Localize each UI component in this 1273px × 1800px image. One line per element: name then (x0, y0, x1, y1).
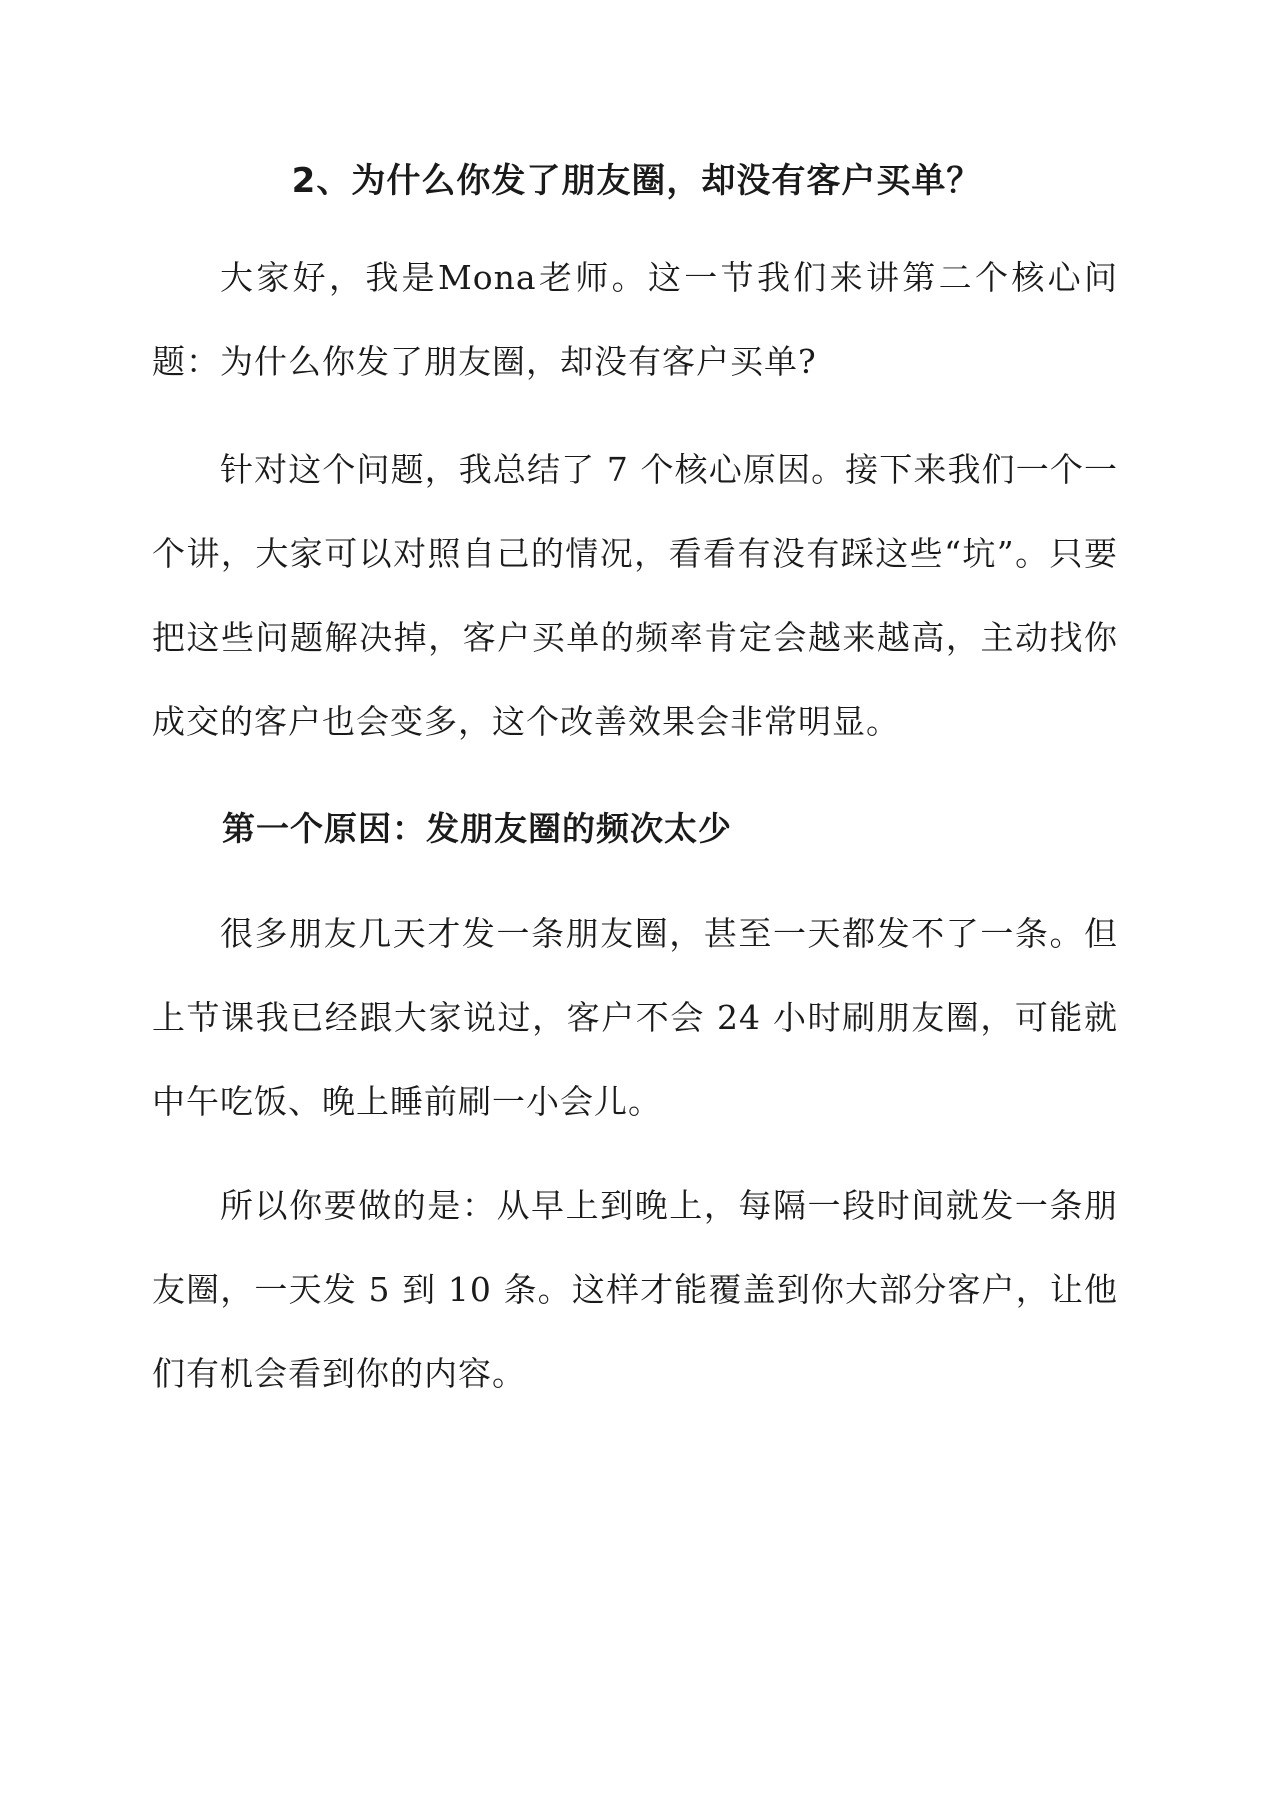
intro-paragraph: 大家好，我是Mona老师。这一节我们来讲第二个核心问题：为什么你发了朋友圈，却没有客户买单? (152, 258, 1118, 381)
advice-paragraph: 所以你要做的是：从早上到晚上，每隔一段时间就发一条朋友圈，一天发 5 到 10 条。这样才能覆盖到你大部分客户，让他们有机会看到你的内容。 (152, 1186, 1118, 1393)
page-title: 2、为什么你发了朋友圈，却没有客户买单？ (291, 161, 982, 201)
reason-paragraph: 很多朋友几天才发一条朋友圈，甚至一天都发不了一条。但上节课我已经跟大家说过，客户不会 24 小时刷朋友圈，可能就中午吃饭、晚上睡前刷一小会儿。 (152, 914, 1118, 1121)
section-heading: 第一个原因：发朋友圈的频次太少 (222, 809, 732, 848)
overview-paragraph: 针对这个问题，我总结了 7 个核心原因。接下来我们一个一个讲，大家可以对照自己的情况，看看有没有踩这些“坑”。只要把这些问题解决掉，客户买单的频率肯定会越来越高，主动找你成交的客户也会变多，这个改善效果会非常明显。 (152, 450, 1118, 741)
